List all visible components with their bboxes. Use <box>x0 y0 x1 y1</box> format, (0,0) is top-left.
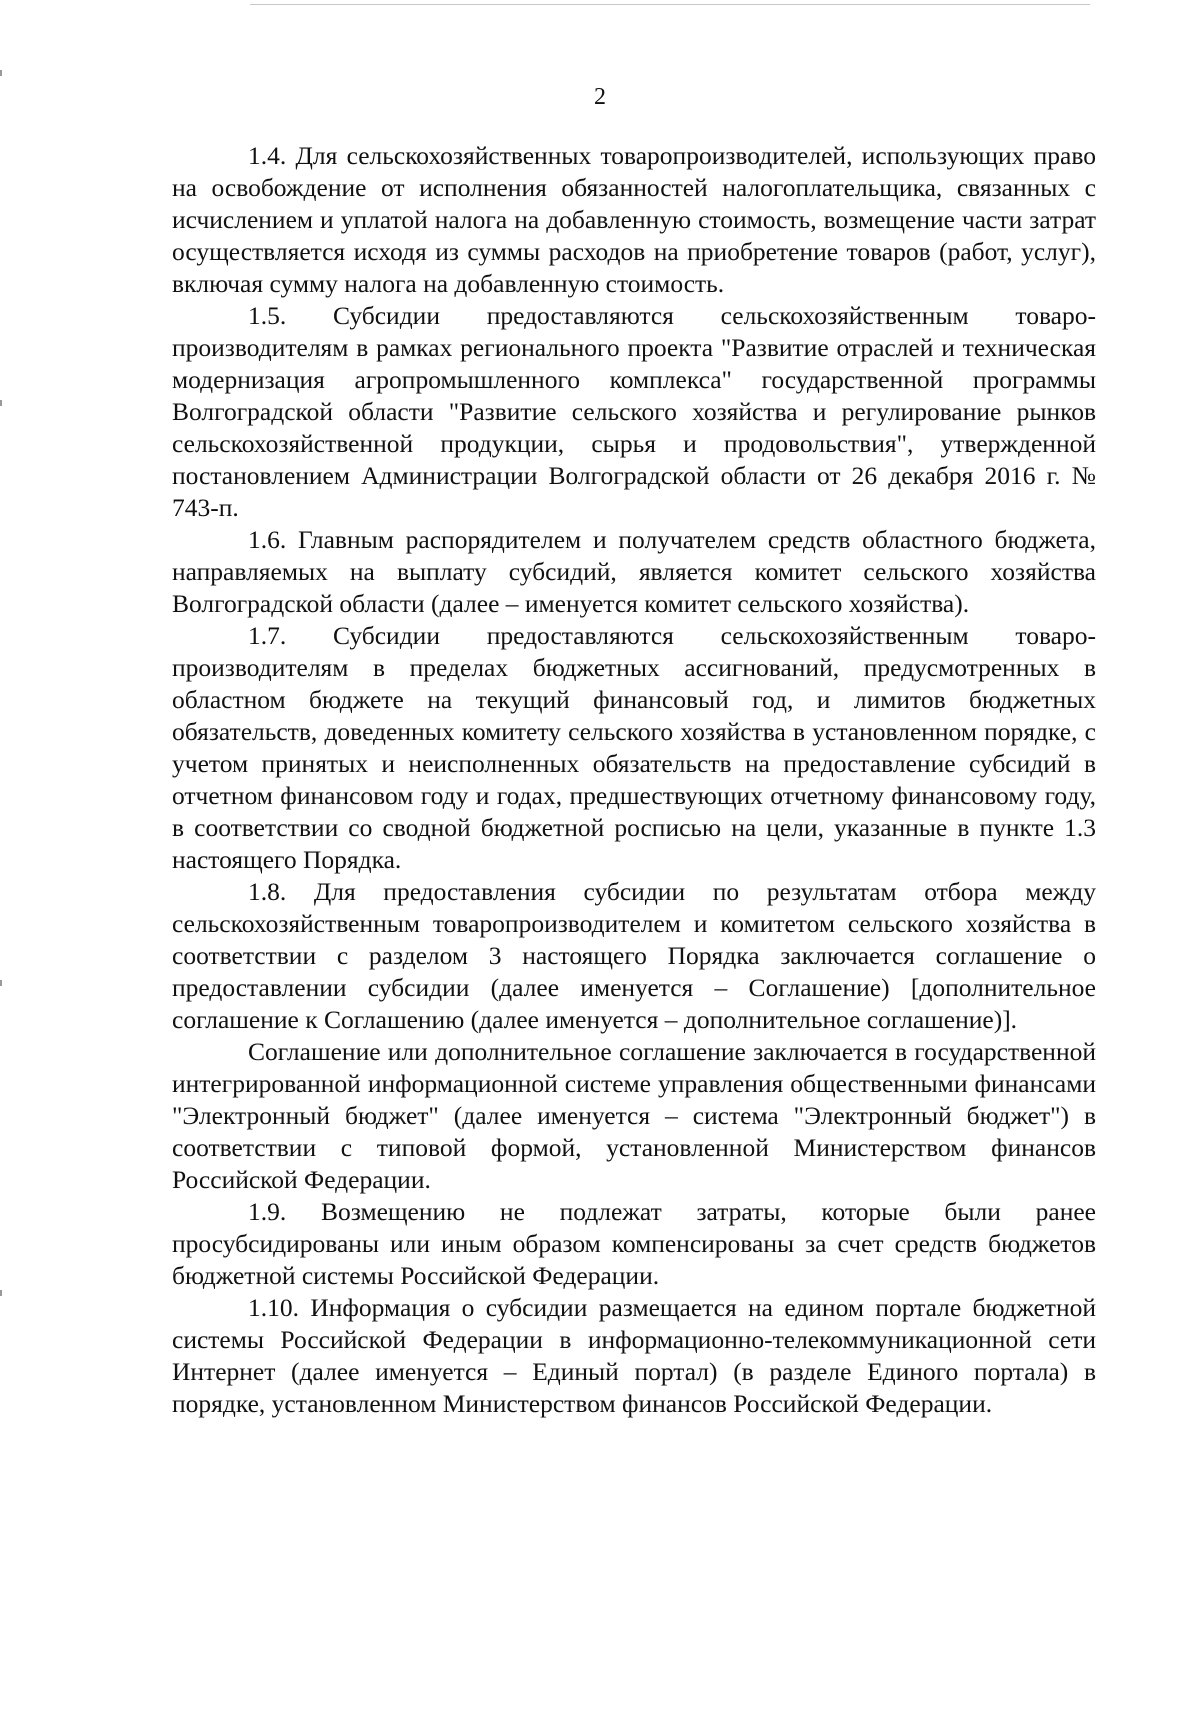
page-number: 2 <box>594 84 606 110</box>
scan-edge-mark <box>0 400 2 406</box>
paragraph-1-6: 1.6. Главным распорядителем и получателем средств областного бюджета, направляемых на выплату субсидий, является комитет сельского хозяйства Волгоградской области (далее – именуется комитет сельского хозяйства). <box>172 525 1096 618</box>
paragraph-1-10: 1.10. Информация о субсидии размещается на едином портале бюджетной системы Российской Федерации в информационно-телекоммуникационной сети Интернет (далее именуется – Единый портал) (в разделе Единого портала) в порядке, установленном Министерством финансов Российской Федерации. <box>172 1293 1096 1418</box>
paragraph-1-9: 1.9. Возмещению не подлежат затраты, которые были ранее просубсидированы или иным образом компенсированы за счет средств бюджетов бюджетной системы Российской Федерации. <box>172 1197 1096 1290</box>
paragraph-agreement: Соглашение или дополнительное соглашение заключается в государственной интегрированной информационной системе управления общественными финансами "Электронный бюджет" (далее именуется – система "Электронный бюджет") в соответствии с типовой формой, установленной Министерством финансов Российской Федерации. <box>172 1037 1096 1194</box>
scan-edge-mark <box>0 980 2 986</box>
document-body <box>172 140 1096 1420</box>
paragraph-1-4: 1.4. Для сельскохозяйственных товаропроизводителей, использующих право на освобождение от исполнения обязанностей налогоплательщика, связанных с исчислением и уплатой налога на добавленную стоимость, возмещение части затрат осуществляется исходя из суммы расходов на приобретение товаров (работ, услуг), включая сумму налога на добавленную стоимость. <box>172 141 1096 298</box>
scan-edge-mark <box>0 70 2 76</box>
paragraph-1-8: 1.8. Для предоставления субсидии по результатам отбора между сельскохозяйственным товаропроизводителем и комитетом сельского хозяйства в соответствии с разделом 3 настоящего Порядка заключается соглашение о предоставлении субсидии (далее именуется – Соглашение) [дополнительное соглашение к Соглашению (далее именуется – дополнительное соглашение)]. <box>172 877 1096 1034</box>
scan-top-rule <box>250 4 1090 5</box>
scan-edge-mark <box>0 1290 2 1296</box>
paragraph-1-7: 1.7. Субсидии предоставляются сельскохозяйственным товаропроизводителям в пределах бюджетных ассигнований, предусмотренных в областном бюджете на текущий финансовый год, и лимитов бюджетных обязательств, доведенных комитету сельского хозяйства в установленном порядке, с учетом принятых и неисполненных обязательств на предоставление субсидий в отчетном финансовом году и годах, предшествующих отчетному финансовому году, в соответствии со сводной бюджетной росписью на цели, указанные в пункте 1.3 настоящего Порядка. <box>172 621 1096 874</box>
paragraph-1-5: 1.5. Субсидии предоставляются сельскохозяйственным товаропроизводителям в рамках регионального проекта "Развитие отраслей и техническая модернизация агропромышленного комплекса" государственной программы Волгоградской области "Развитие сельского хозяйства и регулирование рынков сельскохозяйственной продукции, сырья и продовольствия", утвержденной постановлением Администрации Волгоградской области от 26 декабря 2016 г. № 743-п. <box>172 301 1096 522</box>
